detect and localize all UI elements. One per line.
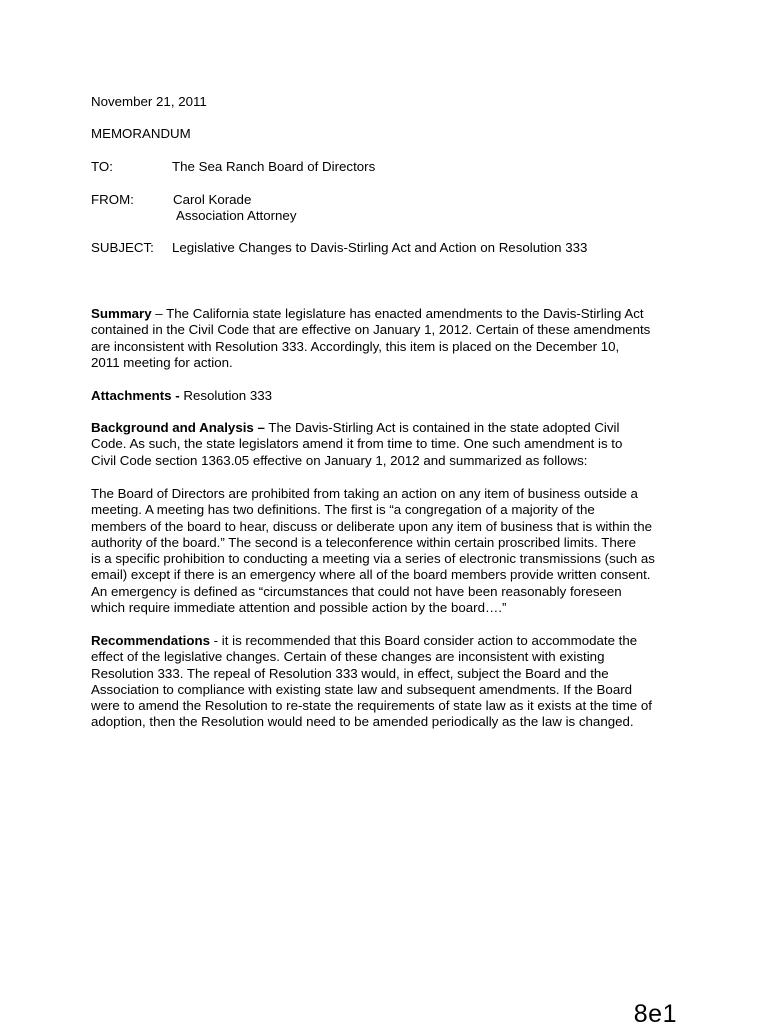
- recommendations-line: Recommendations - it is recommended that this Board consider action to accommodate the: [91, 633, 638, 648]
- background-paragraph: [91, 420, 691, 469]
- from-title: Association Attorney: [176, 208, 297, 223]
- recommendations-line: adoption, then the Resolution would need to be amended periodically as the law is changed.: [91, 714, 634, 730]
- summary-paragraph: [91, 306, 691, 371]
- board-line: The Board of Directors are prohibited from taking an action on any item of business outside a: [91, 486, 638, 501]
- summary-line: 2011 meeting for action.: [91, 354, 233, 370]
- summary-heading: Summary: [91, 306, 152, 321]
- summary-line: Summary – The California state legislature has enacted amendments to the Davis-Stirling Act: [91, 306, 644, 321]
- recommendations-line: Resolution 333. The repeal of Resolution 333 would, in effect, subject the Board and the: [91, 665, 609, 681]
- recommendations-line: Association to compliance with existing state law and subsequent amendments. If the Board: [91, 681, 633, 697]
- attachments-value: Resolution 333: [183, 388, 273, 403]
- board-line: which require immediate attention and possible action by the board….”: [91, 600, 507, 616]
- background-line: Civil Code section 1363.05 effective on January 1, 2012 and summarized as follows:: [91, 452, 588, 468]
- background-line: Background and Analysis – The Davis-Stirling Act is contained in the state adopted Civil: [91, 420, 620, 435]
- background-line: Code. As such, the state legislators amend it from time to time. One such amendment is to: [91, 436, 623, 452]
- summary-line: contained in the Civil Code that are effective on January 1, 2012. Certain of these amendments: [91, 322, 651, 338]
- summary-dash: –: [151, 306, 167, 321]
- to-value: The Sea Ranch Board of Directors: [172, 159, 376, 174]
- board-line: members of the board to hear, discuss or deliberate upon any item of business that is within the: [91, 518, 652, 534]
- memo-type: MEMORANDUM: [91, 126, 191, 141]
- board-paragraph: [91, 486, 691, 616]
- page-code: 8e1: [633, 1000, 677, 1028]
- recommendations-line: effect of the legislative changes. Certain of these changes are inconsistent with existing: [91, 649, 605, 665]
- board-line: meeting. A meeting has two definitions. The first is “a congregation of a majority of the: [91, 502, 595, 518]
- board-line: An emergency is defined as “circumstances that could not have been reasonably foreseen: [91, 583, 622, 599]
- attachments-heading: Attachments -: [91, 388, 184, 403]
- from-name: Carol Korade: [173, 192, 252, 207]
- board-line: is a specific prohibition to conducting a meeting via a series of electronic transmissions (such as: [91, 551, 655, 567]
- attachments-paragraph: [91, 388, 691, 404]
- to-label: TO:: [91, 159, 113, 174]
- background-heading: Background and Analysis –: [91, 420, 265, 435]
- memo-date: November 21, 2011: [91, 94, 207, 109]
- recommendations-heading: Recommendations: [91, 633, 210, 648]
- recommendations-line: were to amend the Resolution to re-state the requirements of state law as it exists at the time of: [91, 698, 652, 714]
- board-line: authority of the board.” The second is a teleconference within certain proscribed limits. There: [91, 534, 636, 550]
- subject-label: SUBJECT:: [91, 240, 154, 255]
- recommendations-paragraph: [91, 633, 691, 731]
- subject-value: Legislative Changes to Davis-Stirling Act and Action on Resolution 333: [172, 240, 588, 255]
- attachments-line: [91, 388, 691, 404]
- board-line: email) except if there is an emergency where all of the board members provide written consent.: [91, 567, 651, 583]
- from-label: FROM:: [91, 192, 134, 207]
- summary-line: are inconsistent with Resolution 333. Accordingly, this item is placed on the December 10,: [91, 338, 620, 354]
